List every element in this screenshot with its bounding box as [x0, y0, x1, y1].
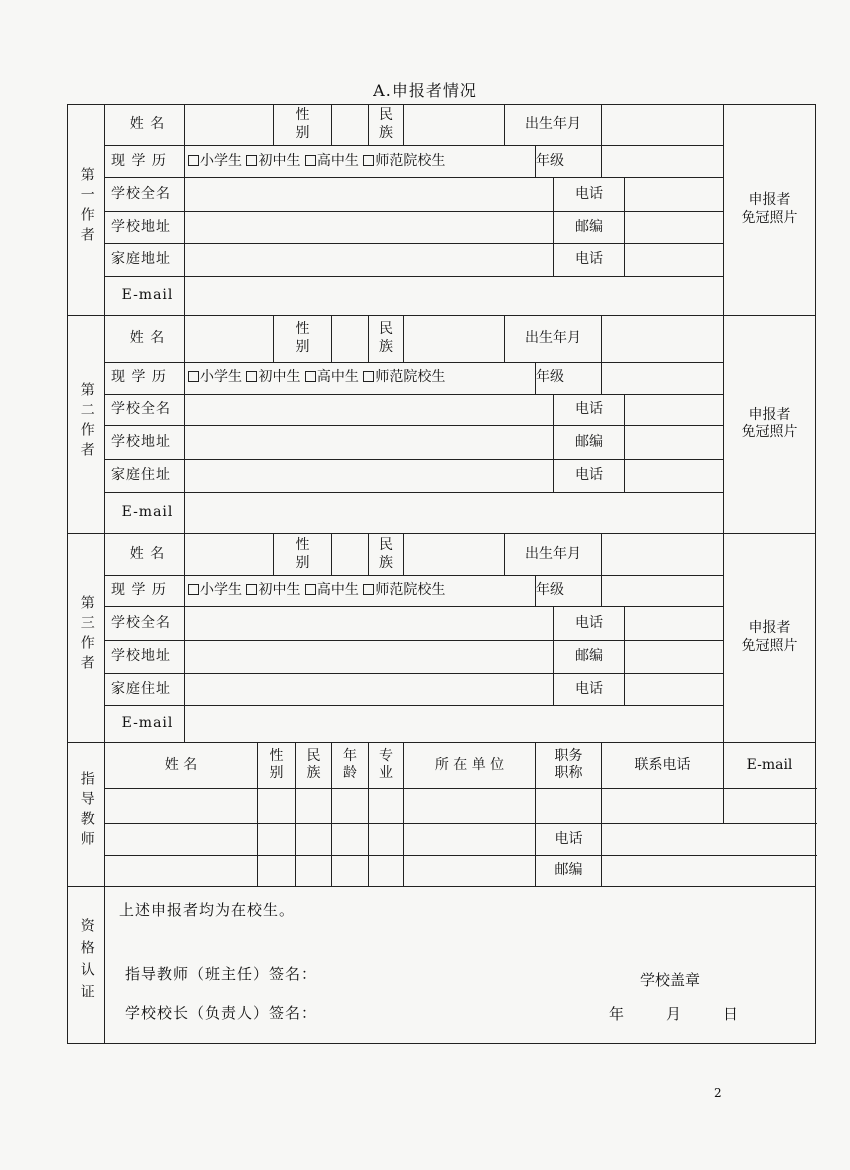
teacher-gender-label: 性 别	[258, 742, 296, 789]
teacher-unit-field[interactable]	[404, 856, 536, 886]
school-address-field[interactable]	[185, 641, 554, 673]
author-3-photo-box: 申报者 免冠照片	[724, 533, 816, 742]
school-address-label: 学校地址	[105, 212, 185, 243]
teacher-name-field[interactable]	[105, 856, 258, 886]
education-options[interactable]: 小学生 初中生 高中生 师范院校生	[185, 576, 536, 606]
ethnicity-label: 民 族	[369, 315, 404, 362]
name-label: 姓 名	[105, 105, 185, 146]
school-address-field[interactable]	[185, 426, 554, 459]
phone-field[interactable]	[625, 673, 724, 705]
teacher-gender-field[interactable]	[258, 856, 296, 886]
gender-field[interactable]	[332, 105, 369, 146]
teacher-major-field[interactable]	[369, 856, 404, 886]
ethnicity-field[interactable]	[404, 315, 505, 362]
teacher-age-field[interactable]	[332, 789, 369, 823]
email-field[interactable]	[185, 706, 724, 743]
teacher-ethnicity-label: 民 族	[296, 742, 332, 789]
email-label: E-mail	[105, 493, 185, 534]
teacher-signature-line[interactable]: 指导教师（班主任）签名：	[125, 964, 318, 983]
teacher-age-field[interactable]	[332, 856, 369, 886]
ethnicity-label: 民 族	[369, 533, 404, 576]
home-address-field[interactable]	[185, 459, 554, 492]
grade-label: 年级	[536, 576, 602, 606]
birth-field[interactable]	[602, 105, 724, 146]
teacher-unit-label: 所 在 单 位	[404, 742, 536, 789]
qualification-label: 资格认证	[68, 886, 105, 1043]
education-label: 现 学 历	[105, 145, 185, 177]
school-name-field[interactable]	[185, 606, 554, 640]
school-name-field[interactable]	[185, 394, 554, 425]
grade-field[interactable]	[602, 145, 724, 177]
teacher-contact-label: 联系电话	[602, 742, 724, 789]
author-1-label: 第一作者	[68, 105, 105, 316]
education-options[interactable]: 小学生 初中生 高中生 师范院校生	[185, 362, 536, 394]
qualification-cell	[105, 886, 816, 1043]
page-number: 2	[714, 1086, 722, 1100]
phone-label: 电话	[554, 673, 625, 705]
grade-label: 年级	[536, 362, 602, 394]
principal-signature-line[interactable]: 学校校长（负责人）签名：	[125, 1003, 318, 1022]
teacher-gender-field[interactable]	[258, 823, 296, 855]
home-address-field[interactable]	[185, 673, 554, 705]
email-field[interactable]	[185, 493, 724, 534]
teacher-major-label: 专 业	[369, 742, 404, 789]
name-label: 姓 名	[105, 533, 185, 576]
applicant-form	[67, 104, 816, 1044]
home-address-label: 家庭住址	[105, 459, 185, 492]
teacher-name-label: 姓 名	[105, 742, 258, 789]
birth-field[interactable]	[602, 533, 724, 576]
phone-field[interactable]	[625, 459, 724, 492]
teacher-unit-field[interactable]	[404, 823, 536, 855]
school-address-label: 学校地址	[105, 426, 185, 459]
email-label: E-mail	[105, 277, 185, 316]
home-address-field[interactable]	[185, 243, 554, 276]
teacher-name-field[interactable]	[105, 823, 258, 855]
date-line[interactable]: 年 月 日	[609, 1004, 739, 1023]
home-address-label: 家庭住址	[105, 673, 185, 705]
section-title: A.申报者情况	[373, 81, 477, 100]
phone-field[interactable]	[625, 177, 724, 211]
ethnicity-field[interactable]	[404, 533, 505, 576]
postcode-label: 邮编	[554, 212, 625, 243]
name-field[interactable]	[185, 315, 274, 362]
teacher-email-field[interactable]	[724, 789, 816, 823]
education-label: 现 学 历	[105, 576, 185, 606]
teacher-major-field[interactable]	[369, 823, 404, 855]
gender-label: 性 别	[274, 533, 332, 576]
postcode-field[interactable]	[625, 212, 724, 243]
teacher-contact-field[interactable]	[602, 789, 724, 823]
education-options[interactable]: 小学生 初中生 高中生 师范院校生	[185, 145, 536, 177]
teacher-title-label: 职务 职称	[536, 742, 602, 789]
gender-field[interactable]	[332, 315, 369, 362]
teacher-ethnicity-field[interactable]	[296, 823, 332, 855]
teacher-title-field[interactable]	[536, 789, 602, 823]
author-2-label: 第二作者	[68, 315, 105, 533]
grade-field[interactable]	[602, 362, 724, 394]
gender-field[interactable]	[332, 533, 369, 576]
name-label: 姓 名	[105, 315, 185, 362]
author-3-label: 第三作者	[68, 533, 105, 742]
school-address-field[interactable]	[185, 212, 554, 243]
phone-field[interactable]	[625, 394, 724, 425]
school-address-label: 学校地址	[105, 641, 185, 673]
teacher-gender-field[interactable]	[258, 789, 296, 823]
birth-label: 出生年月	[505, 105, 602, 146]
postcode-label: 邮编	[554, 426, 625, 459]
postcode-label: 邮编	[554, 641, 625, 673]
school-name-label: 学校全名	[105, 606, 185, 640]
birth-label: 出生年月	[505, 533, 602, 576]
ethnicity-label: 民 族	[369, 105, 404, 146]
name-field[interactable]	[185, 533, 274, 576]
teacher-label: 指导教师	[68, 742, 105, 886]
author-1-photo-box: 申报者 免冠照片	[724, 105, 816, 316]
postcode-field[interactable]	[625, 641, 724, 673]
teacher-postcode-field[interactable]	[602, 856, 816, 886]
phone-label: 电话	[554, 459, 625, 492]
gender-label: 性 别	[274, 105, 332, 146]
teacher-ethnicity-field[interactable]	[296, 856, 332, 886]
phone-label: 电话	[554, 394, 625, 425]
school-name-label: 学校全名	[105, 394, 185, 425]
email-label: E-mail	[105, 706, 185, 743]
teacher-major-field[interactable]	[369, 789, 404, 823]
education-label: 现 学 历	[105, 362, 185, 394]
birth-label: 出生年月	[505, 315, 602, 362]
teacher-name-field[interactable]	[105, 789, 258, 823]
postcode-field[interactable]	[625, 426, 724, 459]
teacher-phone-field[interactable]	[602, 823, 816, 855]
phone-label: 电话	[554, 177, 625, 211]
teacher-unit-field[interactable]	[404, 789, 536, 823]
teacher-postcode-label: 邮编	[536, 856, 602, 886]
grade-label: 年级	[536, 145, 602, 177]
phone-label: 电话	[554, 243, 625, 276]
email-field[interactable]	[185, 277, 724, 316]
author-2-photo-box: 申报者 免冠照片	[724, 315, 816, 533]
grade-field[interactable]	[602, 576, 724, 606]
name-field[interactable]	[185, 105, 274, 146]
school-stamp-label: 学校盖章	[640, 970, 701, 989]
teacher-phone-label: 电话	[536, 823, 602, 855]
birth-field[interactable]	[602, 315, 724, 362]
teacher-age-label: 年 龄	[332, 742, 369, 789]
school-name-field[interactable]	[185, 177, 554, 211]
school-name-label: 学校全名	[105, 177, 185, 211]
teacher-email-label: E-mail	[724, 742, 816, 789]
teacher-age-field[interactable]	[332, 823, 369, 855]
phone-label: 电话	[554, 606, 625, 640]
ethnicity-field[interactable]	[404, 105, 505, 146]
qualification-statement: 上述申报者均为在校生。	[119, 900, 296, 919]
phone-field[interactable]	[625, 606, 724, 640]
home-address-label: 家庭地址	[105, 243, 185, 276]
teacher-ethnicity-field[interactable]	[296, 789, 332, 823]
phone-field[interactable]	[625, 243, 724, 276]
gender-label: 性 别	[274, 315, 332, 362]
